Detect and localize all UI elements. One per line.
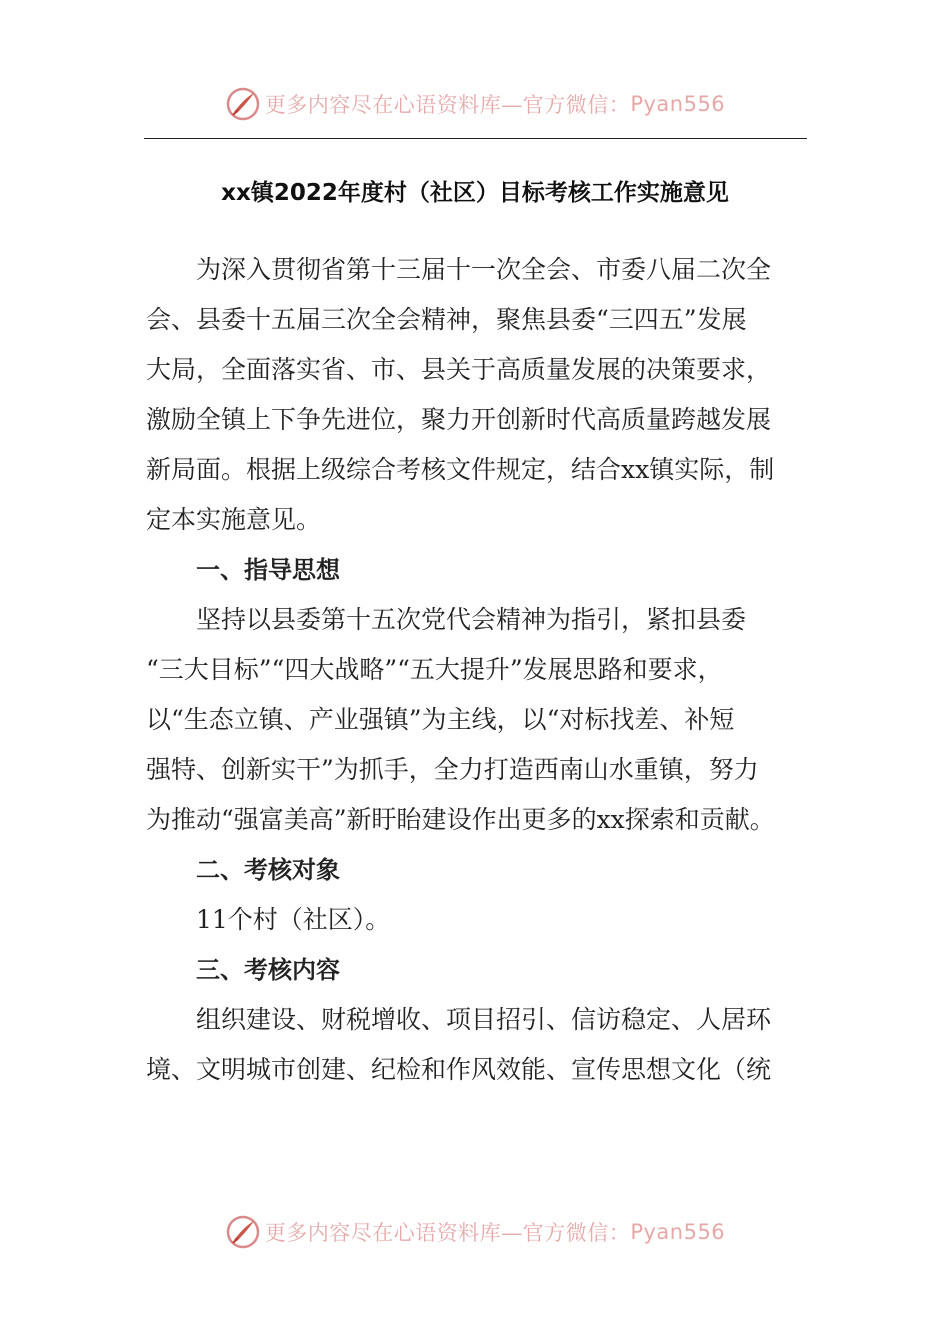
watermark-text: 更多内容尽在心语资料库—官方微信：: [264, 1221, 631, 1245]
watermark-text: 更多内容尽在心语资料库—官方微信：: [264, 93, 631, 117]
watermark-wechat: Pyan556: [630, 1220, 726, 1244]
feather-pen-logo-icon: [225, 1214, 261, 1250]
section-line: 为推动“强富美高”新盱眙建设作出更多的xx探索和贡献。: [146, 805, 775, 834]
section-line: 境、文明城市创建、纪检和作风效能、宣传思想文化（统: [146, 1055, 772, 1084]
watermark-wechat: Pyan556: [630, 92, 726, 116]
section-heading: 二、考核对象: [196, 856, 340, 884]
intro-line: 为深入贯彻省第十三届十一次全会、市委八届二次全: [196, 255, 772, 284]
section-line: 坚持以县委第十五次党代会精神为指引，紧扣县委: [196, 605, 747, 634]
header-divider: [144, 138, 807, 139]
intro-line: 定本实施意见。: [146, 505, 322, 534]
section-line: 组织建设、财税增收、项目招引、信访稳定、人居环: [196, 1005, 772, 1034]
section-heading: 一、指导思想: [196, 556, 340, 584]
feather-pen-logo-icon: [225, 86, 261, 122]
intro-line: 激励全镇上下争先进位，聚力开创新时代高质量跨越发展: [146, 405, 772, 434]
footer-watermark: [0, 1212, 950, 1252]
section-line: “三大目标”“四大战略”“五大提升”发展思路和要求，: [146, 655, 723, 684]
intro-line: 会、县委十五届三次全会精神，聚焦县委“三四五”发展: [146, 305, 747, 334]
intro-line: 大局，全面落实省、市、县关于高质量发展的决策要求，: [146, 355, 772, 384]
intro-line: 新局面。根据上级综合考核文件规定，结合xx镇实际，制: [146, 455, 775, 484]
section-line: 以“生态立镇、产业强镇”为主线，以“对标找差、补短: [146, 705, 735, 734]
section-line: 强特、创新实干”为抓手，全力打造西南山水重镇，努力: [146, 755, 759, 784]
header-watermark: [0, 84, 950, 124]
section-line: 11个村（社区）。: [196, 905, 391, 934]
section-heading: 三、考核内容: [196, 956, 340, 984]
document-title: xx镇2022年度村（社区）目标考核工作实施意见: [221, 180, 729, 206]
